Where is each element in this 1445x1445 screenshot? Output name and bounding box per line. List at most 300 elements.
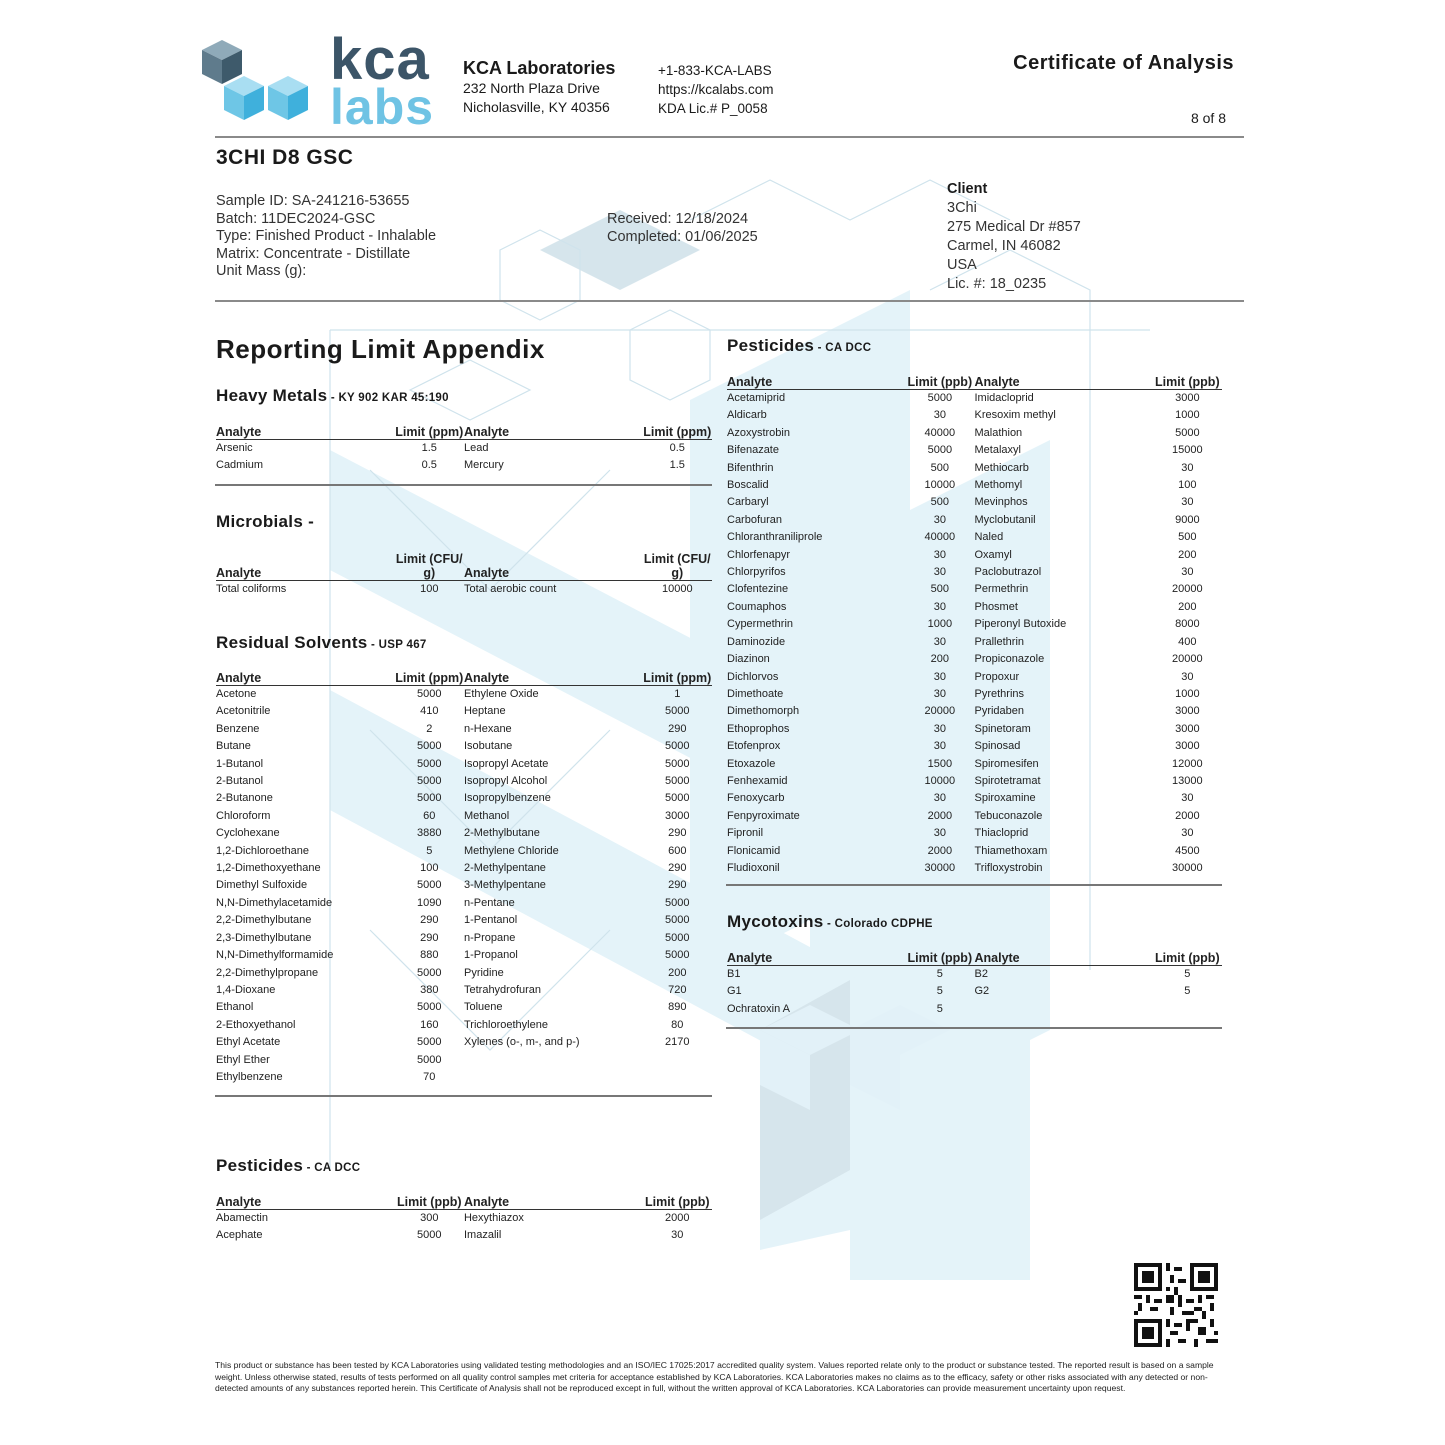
limit-cell: 30 [933,548,946,561]
microbials-title-text: Microbials - [216,512,315,531]
limit-cell: 3000 [1175,722,1200,735]
client-label: Client [947,181,988,197]
limit-cell: 5 [936,968,943,980]
analyte-cell: Coumaphos [727,600,787,613]
limit-cell: 30 [1181,792,1194,805]
column-header: Limit (ppb) [1153,370,1222,390]
limit-cell: 0.5 [421,459,437,472]
column-header: Limit (ppm) [643,420,712,440]
limit-cell: 5000 [417,775,442,788]
table-row [727,564,1222,581]
analyte-cell: Mercury [463,459,504,472]
pesticides-right-subtitle: - CA DCC [814,342,872,354]
analyte-cell: 2,3-Dimethylbutane [216,931,312,944]
table-row [216,721,712,738]
table-row [216,1017,712,1034]
sample-divider [215,300,1244,302]
mycotoxins-table [727,946,1222,1018]
dates-info [607,211,758,246]
limit-cell: 200 [1178,600,1197,613]
limit-cell: 30 [933,827,946,840]
analyte-cell: Trifloxystrobin [974,861,1043,874]
received-date: Received: 12/18/2024 [607,211,749,227]
analyte-cell: Fenpyroximate [727,809,800,822]
analyte-cell: Myclobutanil [974,513,1036,526]
limit-cell: 290 [420,914,439,927]
column-header: Analyte [464,546,643,581]
table-row [727,738,1222,755]
analyte-cell: Total aerobic count [463,583,557,595]
analyte-cell: Chlorpyrifos [727,566,786,579]
limit-cell: 20000 [1172,583,1203,596]
table-header-row [727,370,1222,390]
analyte-cell: Dimethomorph [727,705,800,718]
limit-cell: 720 [668,983,687,996]
limit-cell: 290 [668,827,687,840]
column-header: Analyte [216,666,395,686]
column-header: Limit (ppb) [1153,946,1222,966]
limit-cell: 13000 [1172,774,1203,787]
analyte-cell: Thiacloprid [974,827,1029,840]
website: https://kcalabs.com [658,82,774,97]
pesticides-right-title [727,336,871,356]
table-row [216,999,712,1016]
table-row [216,825,712,842]
pesticides-right-title-text: Pesticides [727,336,815,355]
table-row [727,599,1222,616]
analyte-cell [464,1052,643,1069]
analyte-cell: 1-Butanol [216,757,264,770]
analyte-cell: Aldicarb [727,409,767,422]
residual-solvents-title [216,633,427,653]
table-row [727,860,1222,877]
analyte-cell: 2-Butanone [216,792,273,805]
table-row [727,616,1222,633]
limit-cell: 5000 [417,740,442,753]
table-header-row [216,666,712,686]
analyte-cell: Acetamiprid [727,392,786,404]
table-row [727,669,1222,686]
analyte-cell: Flonicamid [727,844,781,857]
column-header: Limit (ppm) [395,666,464,686]
limit-cell: 1000 [1175,687,1200,700]
column-header: Limit (ppm) [643,666,712,686]
microbials-table [216,546,712,598]
table-row [216,860,712,877]
completed-date: Completed: 01/06/2025 [607,228,758,245]
analyte-cell: Spirotetramat [974,774,1041,787]
analyte-cell: 2-Butanol [216,775,264,788]
limit-cell: 30 [933,600,946,613]
pesticides-left-title [216,1156,360,1176]
table-row [216,457,712,474]
table-row [216,877,712,894]
logo-cubes-icon [200,38,318,130]
limit-cell: 5000 [665,896,690,909]
limit-cell: 5 [1184,985,1191,998]
limit-cell: 5000 [665,740,690,753]
analyte-cell: Pyrethrins [974,687,1025,700]
analyte-cell: Boscalid [727,479,769,492]
analyte-cell: Ethylbenzene [216,1070,283,1083]
limit-cell: 5000 [417,757,442,770]
client-country: USA [947,257,977,273]
column-header: Analyte [216,546,395,581]
analyte-cell: Propiconazole [974,653,1045,666]
table-row [216,930,712,947]
analyte-cell: Phosmet [974,600,1018,613]
analyte-cell: Imidacloprid [974,392,1034,404]
analyte-cell: Dimethyl Sulfoxide [216,879,308,892]
limit-cell: 30 [1181,461,1194,474]
table-row [216,1227,712,1244]
analyte-cell: Piperonyl Butoxide [974,618,1067,631]
limit-cell: 380 [420,983,439,996]
analyte-cell: Malathion [974,426,1023,439]
limit-cell: 30 [933,670,946,683]
client-street: 275 Medical Dr #857 [947,219,1081,235]
limit-cell: 1000 [927,618,953,631]
analyte-cell: 1,4-Dioxane [216,983,276,996]
residual-solvents-subtitle: - USP 467 [367,639,427,651]
matrix: Matrix: Concentrate - Distillate [216,245,411,262]
column-header: Analyte [464,420,643,440]
table-header-row [216,420,712,440]
analyte-cell: G1 [727,985,742,998]
analyte-cell: 1,2-Dimethoxyethane [216,862,321,875]
analyte-cell: Azoxystrobin [727,426,790,439]
table-header-row [216,546,712,581]
table-row [216,703,712,720]
limit-cell: 290 [668,879,687,892]
column-header: Analyte [216,420,395,440]
analyte-cell: Ethanol [216,1001,254,1014]
sample-type: Type: Finished Product - Inhalable [216,228,437,244]
table-row [216,808,712,825]
table-row [727,825,1222,842]
analyte-cell: Ethylene Oxide [463,688,539,700]
analyte-cell: Permethrin [974,583,1029,596]
analyte-cell: Toluene [463,1001,503,1014]
table-header-row [216,1190,712,1210]
analyte-cell: Dichlorvos [727,670,779,683]
analyte-cell: Bifenthrin [727,461,774,474]
table-row [216,773,712,790]
analyte-cell: Ethyl Acetate [216,1036,281,1049]
limit-cell: 30 [671,1229,684,1242]
table-row [727,494,1222,511]
limit-cell: 5000 [665,914,690,927]
table-row [216,982,712,999]
limit-cell: 20000 [924,705,956,718]
analyte-cell: Bifenazate [727,444,779,457]
analyte-cell: 2-Ethoxyethanol [216,1018,296,1031]
limit-cell: 5000 [417,1229,442,1242]
analyte-cell: Lead [463,442,489,454]
limit-cell: 500 [930,496,950,509]
pesticides-left-table [216,1190,712,1245]
table-row [216,895,712,912]
analyte-cell: Etofenprox [727,740,781,753]
analyte-cell: 1,2-Dichloroethane [216,844,309,857]
analyte-cell: N,N-Dimethylacetamide [216,896,333,909]
logo-labs-text: labs [330,79,435,135]
qr-code-icon[interactable] [1134,1263,1218,1347]
analyte-cell: Methanol [463,809,510,822]
analyte-cell: Carbofuran [727,513,783,526]
table-row [727,390,1222,408]
analyte-cell: Chloranthraniliprole [727,531,823,544]
limit-cell: 5000 [927,392,953,404]
company-name: KCA Laboratories [463,58,616,78]
table-row [727,966,1222,984]
pesticides-right-table [727,370,1222,877]
analyte-cell: Methiocarb [974,461,1029,474]
pesticides-right-end-rule [726,884,1222,886]
table-header-row [727,946,1222,966]
analyte-cell: Butane [216,740,251,753]
table-row [727,581,1222,598]
column-header: Analyte [727,946,905,966]
analyte-cell: Xylenes (o-, m-, and p-) [463,1036,580,1049]
limit-cell: 3880 [417,827,442,840]
table-row [727,477,1222,494]
limit-cell: 5000 [927,444,953,457]
limit-cell: 80 [671,1018,684,1031]
batch: Batch: 11DEC2024-GSC [216,210,376,227]
analyte-cell: Spinetoram [974,722,1031,735]
column-header: Analyte [727,370,905,390]
unit-mass: Unit Mass (g): [216,263,307,279]
analyte-cell: Trichloroethylene [463,1018,548,1031]
heavy-metals-title-text: Heavy Metals [216,386,328,405]
column-header: Analyte [464,1190,643,1210]
limit-cell: 500 [930,461,950,474]
mycotoxins-end-rule [726,1027,1222,1029]
column-header: Analyte [216,1190,395,1210]
table-row [216,1034,712,1051]
analyte-cell [974,1001,1152,1018]
heavy-metals-table [216,420,712,475]
analyte-cell: Isopropyl Alcohol [463,775,548,788]
limit-cell: 2170 [665,1036,690,1049]
table-row [727,547,1222,564]
limit-cell: 5000 [665,757,690,770]
disclaimer: This product or substance has been tested by KCA Laboratories using validated testing methodologies and an ISO/IEC 17025:2017 accredited quality system. Values reported relate only to the product or substance tested. The reported result is based on a sample weight. Unless otherwise stated, results of tests performed on all quality control samples met criteria for acceptance established by KCA Laboratories. KCA Laboratories makes no claims as to the efficacy, safety or other risks associated with any detected or non-detected amounts of any substances reported herein. This Certificate of Analysis shall not be reproduced except in full, without the written approval of KCA Laboratories. KCA Laboratories can provide measurement uncertainty upon request. [215,1360,1214,1393]
limit-cell: 400 [1178,635,1197,648]
table-row [216,1210,712,1228]
residual-solvents-title-text: Residual Solvents [216,633,368,652]
limit-cell: 5000 [665,949,690,962]
analyte-cell: Tetrahydrofuran [463,983,542,996]
analyte-cell: Spiromesifen [974,757,1039,770]
page-number: 8 of 8 [1190,110,1226,126]
analyte-cell [464,1069,643,1086]
analyte-cell: Clofentezine [727,583,789,596]
residual-solvents-end-rule [215,1095,712,1097]
column-header: Limit (ppb) [905,370,974,390]
column-header: Limit (ppm) [395,420,464,440]
limit-cell [643,1052,712,1069]
table-row [727,983,1222,1000]
limit-cell: 200 [930,653,950,666]
analyte-cell: 2,2-Dimethylpropane [216,966,319,979]
heavy-metals-end-rule [215,484,712,486]
address-line1: 232 North Plaza Drive [463,80,600,96]
limit-cell: 12000 [1172,757,1203,770]
analyte-cell: Fludioxonil [727,861,780,874]
analyte-cell: n-Hexane [463,722,512,735]
limit-cell: 200 [1178,548,1197,561]
appendix-title: Reporting Limit Appendix [216,334,545,364]
analyte-cell: Chlorfenapyr [727,548,790,561]
limit-cell: 30 [933,409,946,422]
limit-cell: 4500 [1175,844,1200,857]
column-header: Analyte [974,946,1152,966]
product-name: 3CHI D8 GSC [216,146,354,169]
analyte-cell: 2-Methylpentane [463,862,546,875]
limit-cell: 60 [423,809,436,822]
analyte-cell: Daminozide [727,635,786,648]
limit-cell: 30 [933,722,946,735]
table-row [727,1001,1222,1018]
analyte-cell: 2-Methylbutane [463,827,540,840]
analyte-cell: B1 [727,968,741,980]
table-row [727,790,1222,807]
limit-cell: 500 [1178,531,1197,544]
table-row [216,581,712,599]
table-row [216,843,712,860]
limit-cell: 5000 [417,1053,442,1066]
table-row [216,756,712,773]
column-header: Limit (CFU/ g) [643,546,712,581]
analyte-cell: Hexythiazox [463,1212,524,1224]
table-row [216,440,712,458]
limit-cell: 880 [420,949,439,962]
analyte-cell: Kresoxim methyl [974,409,1056,422]
column-header: Analyte [974,370,1152,390]
limit-cell: 290 [420,931,439,944]
analyte-cell: Carbaryl [727,496,769,509]
header-divider [215,136,1244,138]
analyte-cell: Tebuconazole [974,809,1043,822]
analyte-cell: Ethoprophos [727,722,790,735]
limit-cell: 1.5 [669,459,685,472]
limit-cell: 5000 [417,792,442,805]
limit-cell: 500 [930,583,950,596]
limit-cell: 1 [674,688,681,700]
table-row [727,686,1222,703]
company-info [463,57,615,117]
analyte-cell: G2 [974,985,990,998]
analyte-cell: Metalaxyl [974,444,1021,457]
table-row [727,512,1222,529]
table-row [727,442,1222,459]
table-row [727,651,1222,668]
limit-cell: 30 [1181,566,1194,579]
sample-id: Sample ID: SA-241216-53655 [216,193,410,209]
column-header: Limit (CFU/ g) [395,546,464,581]
license: KDA Lic.# P_0058 [658,101,768,116]
analyte-cell: Abamectin [216,1212,268,1224]
limit-cell: 20000 [1172,653,1203,666]
limit-cell: 3000 [1175,392,1200,404]
analyte-cell: 2,2-Dimethylbutane [216,914,312,927]
analyte-cell: Cypermethrin [727,618,794,631]
analyte-cell: Mevinphos [974,496,1028,509]
limit-cell: 5000 [417,1036,442,1049]
table-row [727,773,1222,790]
limit-cell: 5 [936,985,943,998]
analyte-cell: Acetonitrile [216,705,271,718]
analyte-cell: Naled [974,531,1004,544]
mycotoxins-title [727,912,933,932]
limit-cell: 30 [933,792,946,805]
analyte-cell: Cyclohexane [216,827,280,840]
table-row [727,529,1222,546]
analyte-cell: Oxamyl [974,548,1012,561]
limit-cell: 290 [668,722,687,735]
analyte-cell: B2 [974,968,988,980]
table-row [216,912,712,929]
analyte-cell: Dimethoate [727,687,784,700]
limit-cell: 5000 [665,705,690,718]
analyte-cell: Propoxur [974,670,1020,683]
limit-cell: 10000 [924,774,956,787]
limit-cell: 8000 [1175,618,1200,631]
analyte-cell: n-Propane [463,931,516,944]
pesticides-left-subtitle: - CA DCC [303,1162,361,1174]
limit-cell: 30 [1181,670,1194,683]
sample-info [216,193,436,281]
analyte-cell: Fenoxycarb [727,792,785,805]
analyte-cell: n-Pentane [463,896,515,909]
limit-cell [643,1069,712,1086]
analyte-cell: Thiamethoxam [974,844,1048,857]
analyte-cell: Chloroform [216,809,271,822]
limit-cell: 410 [420,705,439,718]
analyte-cell: Benzene [216,722,260,735]
analyte-cell: 1-Pentanol [463,914,518,927]
analyte-cell: Isobutane [463,740,513,753]
analyte-cell: Acetone [216,688,257,700]
limit-cell: 40000 [924,531,956,544]
limit-cell: 10000 [924,479,956,492]
client-name: 3Chi [947,200,977,216]
limit-cell: 5000 [417,688,442,700]
analyte-cell: Pyridine [463,966,504,979]
analyte-cell: Spinosad [974,740,1021,753]
limit-cell: 5 [936,1002,943,1015]
table-row [727,703,1222,720]
limit-cell: 100 [420,862,439,875]
analyte-cell: Isopropyl Acetate [463,757,549,770]
limit-cell: 30 [933,687,946,700]
limit-cell: 0.5 [669,442,685,454]
table-row [727,721,1222,738]
table-row [216,1069,712,1086]
table-row [727,407,1222,424]
limit-cell: 890 [668,1001,687,1014]
analyte-cell: Prallethrin [974,635,1025,648]
limit-cell: 30 [933,566,946,579]
residual-solvents-table [216,666,712,1086]
limit-cell: 30 [933,740,946,753]
table-row [727,756,1222,773]
heavy-metals-subtitle: - KY 902 KAR 45:190 [327,392,449,404]
limit-cell: 2 [426,722,433,735]
analyte-cell: Etoxazole [727,757,776,770]
